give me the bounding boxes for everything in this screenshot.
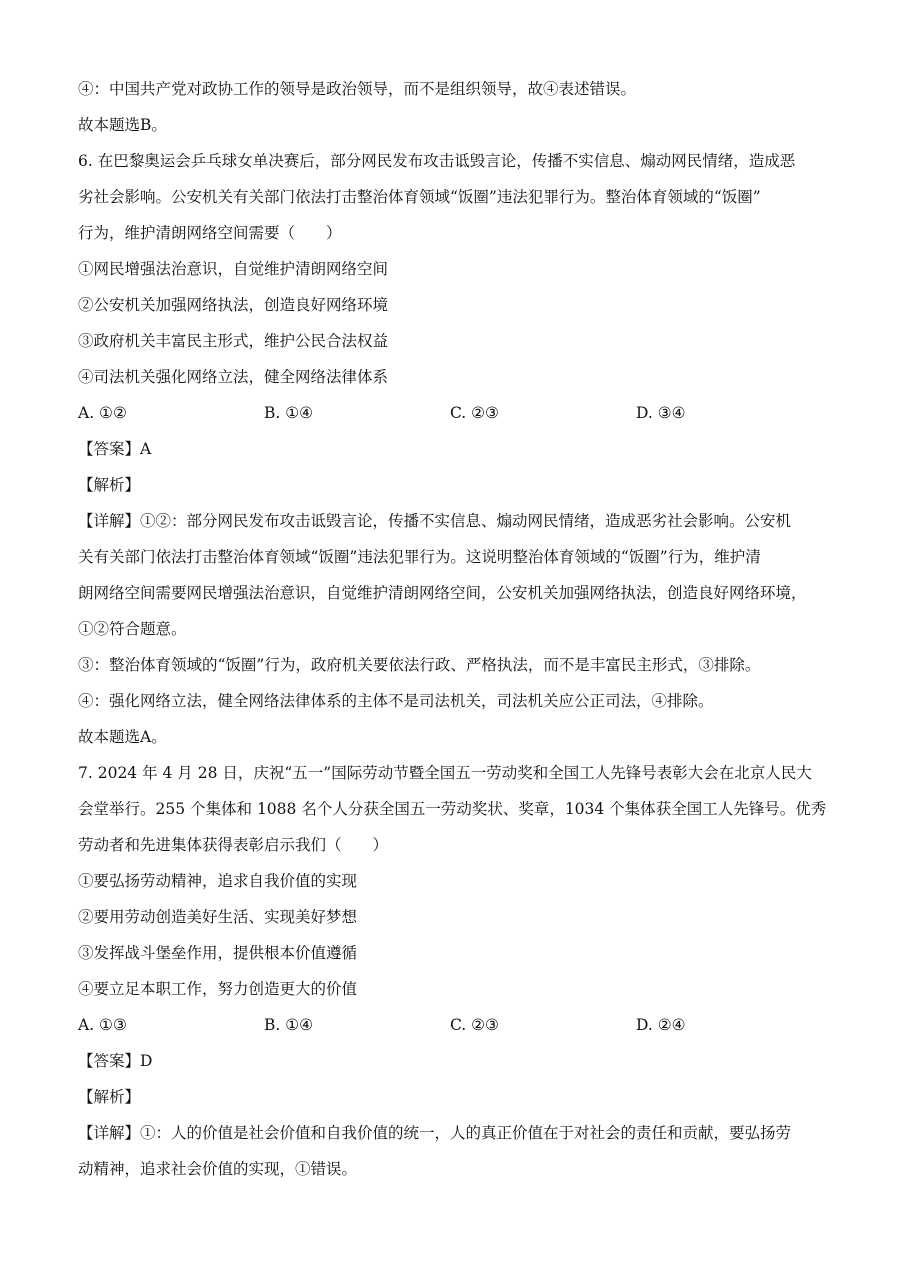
document-page [78,71,828,1187]
q6-stem-line: 6. 在巴黎奥运会乒乓球女单决赛后，部分网民发布攻击诋毁言论，传播不实信息、煽动网民情绪，造成恶 [78,152,796,170]
q6-explanation-line: ④：强化网络立法，健全网络法律体系的主体不是司法机关，司法机关应公正司法，④排除。 [78,692,714,710]
question-6 [78,143,828,755]
q6-stem-line: 行为，维护清朗网络空间需要（ ） [78,224,342,242]
q7-explanation-line: 动精神，追求社会价值的实现，①错误。 [78,1160,358,1178]
q6-stem-line: 劣社会影响。公安机关有关部门依法打击整治体育领域“饭圈”违法犯罪行为。整治体育领域的“饭圈” [78,188,761,206]
q6-explanation-line: 关有关部门依法打击整治体育领域“饭圈”违法犯罪行为。这说明整治体育领域的“饭圈”行为，维护清 [78,548,761,566]
q7-option-d: D. ②④ [636,1016,686,1034]
q6-statement-3: ③政府机关丰富民主形式，维护公民合法权益 [78,332,389,350]
q7-statement-4: ④要立足本职工作，努力创造更大的价值 [78,980,358,998]
q6-statement-1: ①网民增强法治意识，自觉维护清朗网络空间 [78,260,389,278]
q7-statement-2: ②要用劳动创造美好生活、实现美好梦想 [78,908,358,926]
prev-conclusion: 故本题选B。 [78,116,167,134]
q6-explanation-line: 【详解】①②：部分网民发布攻击诋毁言论，传播不实信息、煽动网民情绪，造成恶劣社会影响。公安机 [78,512,792,530]
q7-analysis-label: 【解析】 [78,1088,141,1106]
q6-explanation-line: ①②符合题意。 [78,620,187,638]
q6-explanation-line: 朗网络空间需要网民增强法治意识，自觉维护清朗网络空间，公安机关加强网络执法，创造良好网络环境， [78,584,807,602]
q7-statement-1: ①要弘扬劳动精神，追求自我价值的实现 [78,872,358,890]
prev-point-4: ④：中国共产党对政协工作的领导是政治领导，而不是组织领导，故④表述错误。 [78,80,637,98]
q6-answer: 【答案】A [78,440,152,458]
q6-option-d: D. ③④ [636,404,686,422]
q6-option-b: B. ①④ [264,404,314,422]
question-7 [78,755,828,1187]
q6-statement-2: ②公安机关加强网络执法，创造良好网络环境 [78,296,389,314]
q6-options [78,395,828,431]
q6-option-c: C. ②③ [450,404,499,422]
q7-stem-line: 劳动者和先进集体获得表彰启示我们（ ） [78,836,389,854]
q7-answer: 【答案】D [78,1052,153,1070]
q7-explanation-line: 【详解】①：人的价值是社会价值和自我价值的统一，人的真正价值在于对社会的责任和贡献，要弘扬劳 [78,1124,792,1142]
q7-options [78,1007,828,1043]
q6-analysis-label: 【解析】 [78,476,141,494]
q6-statement-4: ④司法机关强化网络立法，健全网络法律体系 [78,368,389,386]
q7-stem-line: 会堂举行。255 个集体和 1088 名个人分获全国五一劳动奖状、奖章，1034 个集体获全国工人先锋号。优秀 [78,800,827,818]
q6-option-a: A. ①② [78,404,127,422]
q7-stem-line: 7. 2024 年 4 月 28 日，庆祝“五一”国际劳动节暨全国五一劳动奖和全国工人先锋号表彰大会在北京人民大 [78,764,812,782]
q7-statement-3: ③发挥战斗堡垒作用，提供根本价值遵循 [78,944,358,962]
q7-option-a: A. ①③ [78,1016,127,1034]
q6-explanation-line: ③：整治体育领域的“饭圈”行为，政府机关要依法行政、严格执法，而不是丰富民主形式，③排除。 [78,656,761,674]
q6-conclusion: 故本题选A。 [78,728,167,746]
q7-option-c: C. ②③ [450,1016,499,1034]
q7-option-b: B. ①④ [264,1016,314,1034]
